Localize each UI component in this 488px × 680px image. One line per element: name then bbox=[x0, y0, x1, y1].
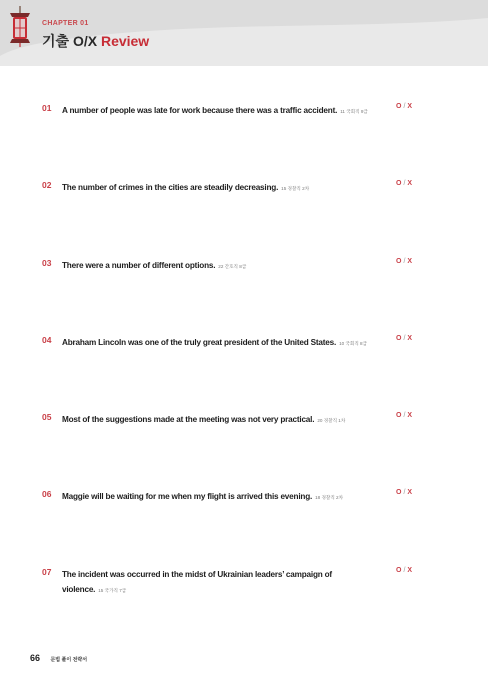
question-number: 02 bbox=[42, 180, 52, 190]
ox-answer-choice[interactable] bbox=[396, 103, 412, 110]
page-footer bbox=[30, 648, 87, 666]
o-mark[interactable]: O bbox=[396, 489, 402, 496]
question-source: 20 경찰직 1차 bbox=[317, 418, 346, 423]
question-sentence bbox=[62, 258, 382, 274]
question-number: 03 bbox=[42, 258, 52, 268]
question-text: Abraham Lincoln was one of the truly great president of the United States. bbox=[62, 338, 337, 347]
ox-separator: / bbox=[403, 258, 406, 265]
x-mark[interactable]: X bbox=[407, 258, 413, 265]
x-mark[interactable]: X bbox=[407, 103, 413, 110]
book-title: 문법 풀이 전략서 bbox=[50, 657, 88, 663]
question-sentence bbox=[62, 412, 382, 428]
ox-separator: / bbox=[403, 412, 406, 419]
x-mark[interactable]: X bbox=[407, 489, 413, 496]
question-source: 15 경찰직 2차 bbox=[281, 186, 310, 191]
o-mark[interactable]: O bbox=[396, 258, 402, 265]
question-text: The number of crimes in the cities are steadily decreasing. bbox=[62, 183, 279, 192]
question-sentence bbox=[62, 567, 358, 598]
page-number: 66 bbox=[30, 653, 41, 663]
question-text: A number of people was late for work because there was a traffic accident. bbox=[62, 106, 338, 115]
question-text: Most of the suggestions made at the meeting was not very practical. bbox=[62, 415, 315, 424]
x-mark[interactable]: X bbox=[407, 567, 413, 574]
ox-separator: / bbox=[403, 489, 406, 496]
ox-separator: / bbox=[403, 335, 406, 342]
question-sentence bbox=[62, 103, 382, 119]
x-mark[interactable]: X bbox=[407, 180, 413, 187]
ox-answer-choice[interactable] bbox=[396, 335, 412, 342]
question-source: 15 국가직 7급 bbox=[98, 588, 127, 593]
title-main: 기출 O/X bbox=[42, 33, 98, 49]
lantern-icon bbox=[6, 6, 34, 48]
question-source: 10 국회직 8급 bbox=[339, 341, 368, 346]
question-sentence bbox=[62, 335, 382, 351]
question-text: There were a number of different options. bbox=[62, 261, 216, 270]
x-mark[interactable]: X bbox=[407, 335, 413, 342]
o-mark[interactable]: O bbox=[396, 103, 402, 110]
ox-answer-choice[interactable] bbox=[396, 567, 412, 574]
question-number: 04 bbox=[42, 335, 52, 345]
o-mark[interactable]: O bbox=[396, 335, 402, 342]
title-accent: Review bbox=[100, 33, 150, 49]
page-title bbox=[42, 31, 149, 51]
ox-separator: / bbox=[403, 567, 406, 574]
question-sentence bbox=[62, 180, 382, 196]
o-mark[interactable]: O bbox=[396, 180, 402, 187]
ox-answer-choice[interactable] bbox=[396, 412, 412, 419]
ox-separator: / bbox=[403, 103, 406, 110]
chapter-label: CHAPTER 01 bbox=[42, 20, 89, 27]
question-source: 18 경찰직 2차 bbox=[315, 495, 344, 500]
question-source: 11 국회직 9급 bbox=[340, 109, 368, 114]
question-number: 01 bbox=[42, 103, 52, 113]
chapter-header bbox=[0, 0, 488, 66]
question-number: 06 bbox=[42, 489, 52, 499]
ox-answer-choice[interactable] bbox=[396, 489, 412, 496]
question-number: 07 bbox=[42, 567, 52, 577]
ox-answer-choice[interactable] bbox=[396, 258, 412, 265]
question-number: 05 bbox=[42, 412, 52, 422]
question-sentence bbox=[62, 489, 382, 505]
ox-answer-choice[interactable] bbox=[396, 180, 412, 187]
question-text: Maggie will be waiting for me when my flight is arrived this evening. bbox=[62, 492, 313, 501]
x-mark[interactable]: X bbox=[407, 412, 413, 419]
o-mark[interactable]: O bbox=[396, 567, 402, 574]
question-text: The incident was occurred in the midst of Ukrainian leaders’ campaign of violence. bbox=[62, 570, 332, 594]
o-mark[interactable]: O bbox=[396, 412, 402, 419]
ox-separator: / bbox=[403, 180, 406, 187]
question-source: 22 간호직 8급 bbox=[218, 264, 247, 269]
